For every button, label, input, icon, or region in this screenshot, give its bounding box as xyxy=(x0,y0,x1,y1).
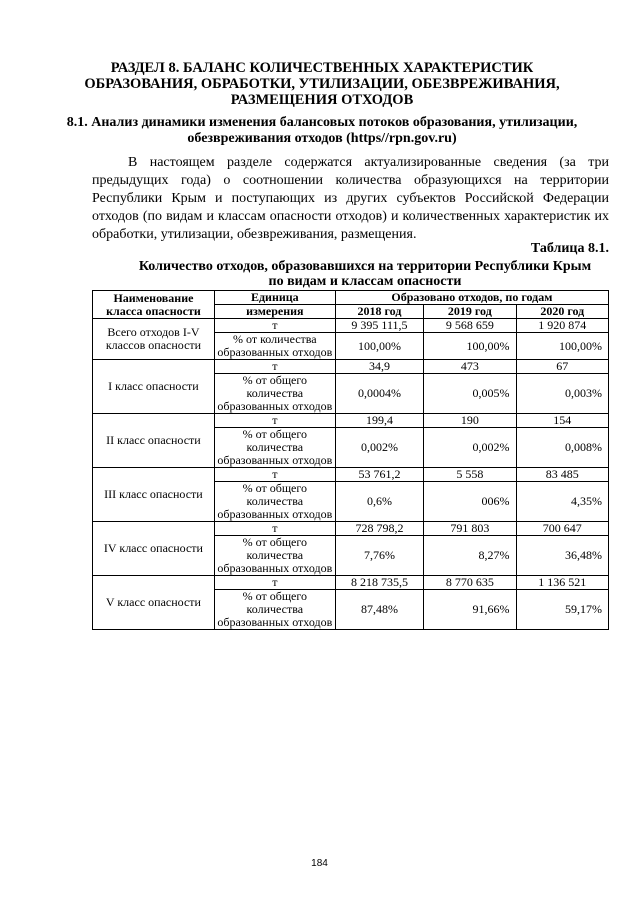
header-year: 2018 год xyxy=(335,305,423,319)
unit-cell: т xyxy=(214,576,335,590)
class-name-cell: III класс опасности xyxy=(93,468,215,522)
value-cell: 0,002% xyxy=(335,428,423,468)
intro-paragraph xyxy=(92,154,609,244)
value-cell: 0,005% xyxy=(424,374,516,414)
header-years-group: Образовано отходов, по годам xyxy=(335,291,608,305)
unit-cell: % от количества образованных отходов xyxy=(214,333,335,360)
unit-cell: % от общего количества образованных отходов xyxy=(214,482,335,522)
value-cell: 9 395 111,5 xyxy=(335,319,423,333)
table-header-row xyxy=(93,291,609,305)
value-cell: 1 136 521 xyxy=(516,576,608,590)
unit-cell: % от общего количества образованных отходов xyxy=(214,536,335,576)
value-cell: 700 647 xyxy=(516,522,608,536)
value-cell: 473 xyxy=(424,360,516,374)
value-cell: 100,00% xyxy=(424,333,516,360)
value-cell: 006% xyxy=(424,482,516,522)
value-cell: 791 803 xyxy=(424,522,516,536)
unit-cell: т xyxy=(214,468,335,482)
unit-cell: т xyxy=(214,319,335,333)
value-cell: 91,66% xyxy=(424,590,516,630)
value-cell: 34,9 xyxy=(335,360,423,374)
table-row xyxy=(93,522,609,536)
header-year: 2019 год xyxy=(424,305,516,319)
table-row xyxy=(93,576,609,590)
waste-table xyxy=(92,290,609,630)
section-title: РАЗДЕЛ 8. БАЛАНС КОЛИЧЕСТВЕННЫХ ХАРАКТЕРИСТИК ОБРАЗОВАНИЯ, ОБРАБОТКИ, УТИЛИЗАЦИИ, ОБЕЗВРЕЖИВАНИЯ, РАЗМЕЩЕНИЯ ОТХОДОВ xyxy=(84,60,560,108)
value-cell: 5 558 xyxy=(424,468,516,482)
class-name-cell: I класс опасности xyxy=(93,360,215,414)
value-cell: 728 798,2 xyxy=(335,522,423,536)
unit-cell: т xyxy=(214,414,335,428)
value-cell: 53 761,2 xyxy=(335,468,423,482)
unit-cell: т xyxy=(214,360,335,374)
unit-cell: % от общего количества образованных отходов xyxy=(214,374,335,414)
value-cell: 0,003% xyxy=(516,374,608,414)
table-label: Таблица 8.1. xyxy=(530,241,609,256)
value-cell: 0,008% xyxy=(516,428,608,468)
value-cell: 59,17% xyxy=(516,590,608,630)
header-name: Наименование класса опасности xyxy=(93,291,215,319)
value-cell: 8,27% xyxy=(424,536,516,576)
value-cell: 154 xyxy=(516,414,608,428)
class-name-cell: Всего отходов I-V классов опасности xyxy=(93,319,215,360)
class-name-cell: V класс опасности xyxy=(93,576,215,630)
value-cell: 7,76% xyxy=(335,536,423,576)
value-cell: 1 920 874 xyxy=(516,319,608,333)
page-number: 184 xyxy=(311,858,328,869)
subsection-title: 8.1. Анализ динамики изменения балансовых потоков образования, утилизации, обезвреживания отходов (https//rpn.gov.ru) xyxy=(66,115,578,146)
unit-cell: % от общего количества образованных отходов xyxy=(214,428,335,468)
value-cell: 36,48% xyxy=(516,536,608,576)
table-caption: Количество отходов, образовавшихся на территории Республики Крым по видам и классам опасности xyxy=(138,259,592,289)
value-cell: 83 485 xyxy=(516,468,608,482)
value-cell: 190 xyxy=(424,414,516,428)
value-cell: 0,002% xyxy=(424,428,516,468)
header-year: 2020 год xyxy=(516,305,608,319)
table-row xyxy=(93,414,609,428)
value-cell: 4,35% xyxy=(516,482,608,522)
intro-paragraph-text: В настоящем разделе содержатся актуализированные сведения (за три предыдущих года) о соотношении количества образующихся на территории Республики Крым и поступающих из других субъектов Российской Федерации отходов (по видам и классам опасности отходов) и количественных характеристик их обработки, утилизации, обезвреживания, размещения. xyxy=(92,155,609,242)
value-cell: 8 218 735,5 xyxy=(335,576,423,590)
unit-cell: % от общего количества образованных отходов xyxy=(214,590,335,630)
class-name-cell: IV класс опасности xyxy=(93,522,215,576)
unit-cell: т xyxy=(214,522,335,536)
value-cell: 100,00% xyxy=(516,333,608,360)
value-cell: 9 568 659 xyxy=(424,319,516,333)
value-cell: 100,00% xyxy=(335,333,423,360)
value-cell: 8 770 635 xyxy=(424,576,516,590)
header-unit-top: Единица xyxy=(214,291,335,305)
class-name-cell: II класс опасности xyxy=(93,414,215,468)
value-cell: 87,48% xyxy=(335,590,423,630)
value-cell: 67 xyxy=(516,360,608,374)
table-row xyxy=(93,468,609,482)
table-row xyxy=(93,319,609,333)
value-cell: 0,0004% xyxy=(335,374,423,414)
table-row xyxy=(93,360,609,374)
header-unit-bottom: измерения xyxy=(214,305,335,319)
value-cell: 0,6% xyxy=(335,482,423,522)
value-cell: 199,4 xyxy=(335,414,423,428)
